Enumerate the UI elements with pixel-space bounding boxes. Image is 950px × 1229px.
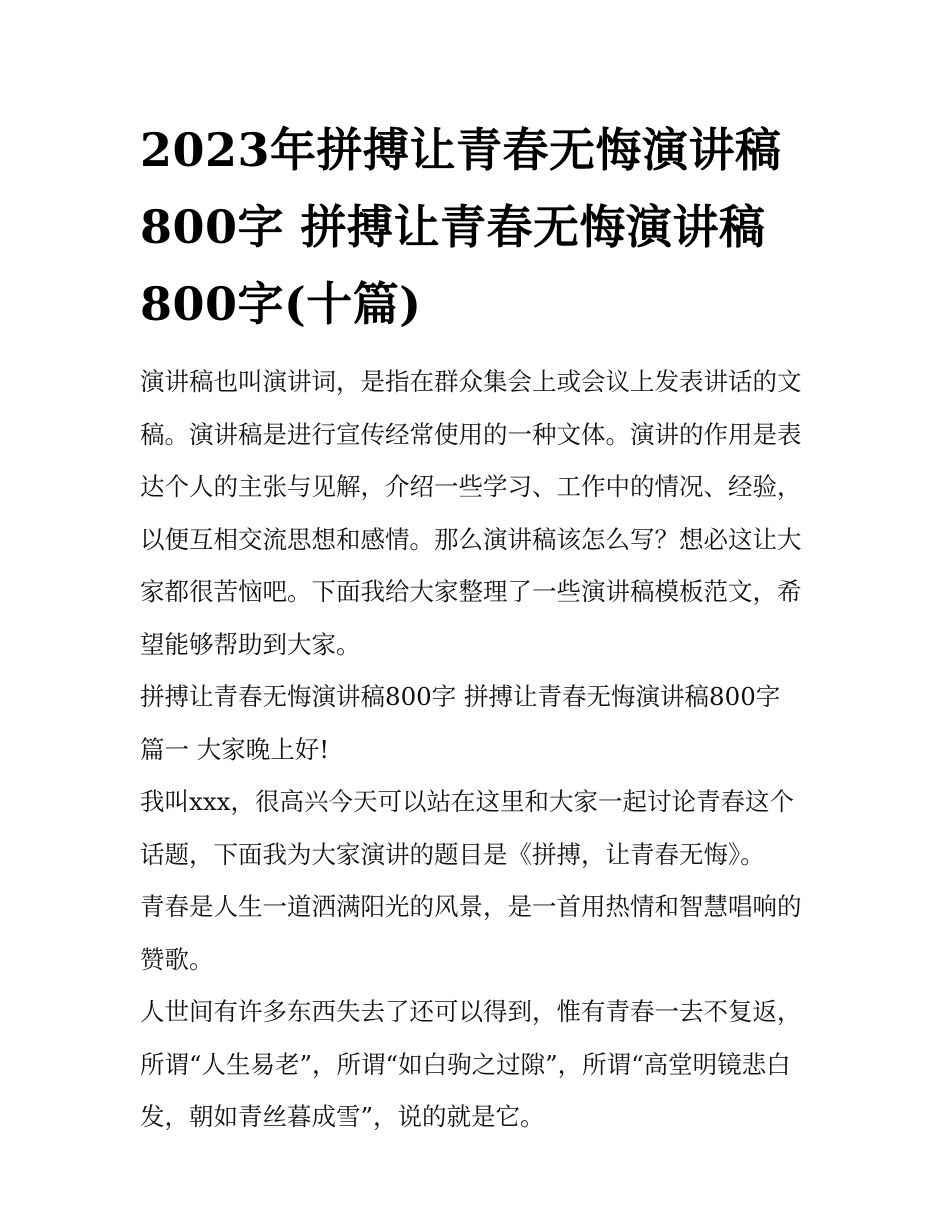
text-line: 话题，下面我为大家演讲的题目是《拼搏，让青春无悔》。 <box>140 839 765 869</box>
text-line: 篇一 大家晚上好! <box>140 734 330 764</box>
text-line: 以便互相交流思想和感情。那么演讲稿该怎么写？想必这让大 <box>140 524 802 554</box>
body-paragraph <box>140 881 816 986</box>
text-line: 拼搏让青春无悔演讲稿800字 拼搏让青春无悔演讲稿800字 <box>140 682 781 711</box>
text-line: 人世间有许多东西失去了还可以得到，惟有青春一去不复返， <box>140 997 802 1026</box>
body-paragraph <box>140 776 816 881</box>
document-body <box>140 112 816 1144</box>
text-line: 稿。演讲稿是进行宣传经常使用的一种文体。演讲的作用是表 <box>140 419 802 449</box>
title-line: 800字(十篇) <box>140 277 422 331</box>
text-line: 望能够帮助到大家。 <box>140 629 361 659</box>
section-heading-paragraph <box>140 671 816 776</box>
text-line: 家都很苦恼吧。下面我给大家整理了一些演讲稿模板范文，希 <box>140 577 802 606</box>
text-line: 发，朝如青丝暮成雪”，说的就是它。 <box>140 1102 545 1131</box>
text-line: 我叫xxx，很高兴今天可以站在这里和大家一起讨论青春这个 <box>140 787 794 816</box>
text-line: 赞歌。 <box>140 944 214 974</box>
document-title <box>140 112 816 343</box>
text-line: 所谓“人生易老”，所谓“如白驹之过隙”，所谓“高堂明镜悲白 <box>140 1049 791 1079</box>
text-line: 演讲稿也叫演讲词，是指在群众集会上或会议上发表讲话的文 <box>140 367 802 396</box>
article-text <box>140 356 816 1144</box>
title-line: 2023年拼搏让青春无悔演讲稿 <box>140 123 782 177</box>
body-paragraph <box>140 986 816 1144</box>
intro-paragraph <box>140 356 816 671</box>
text-line: 青春是人生一道洒满阳光的风景，是一首用热情和智慧唱响的 <box>140 892 802 921</box>
text-line: 达个人的主张与见解，介绍一些学习、工作中的情况、经验， <box>140 472 802 501</box>
title-line: 800字 拼搏让青春无悔演讲稿 <box>140 200 766 254</box>
